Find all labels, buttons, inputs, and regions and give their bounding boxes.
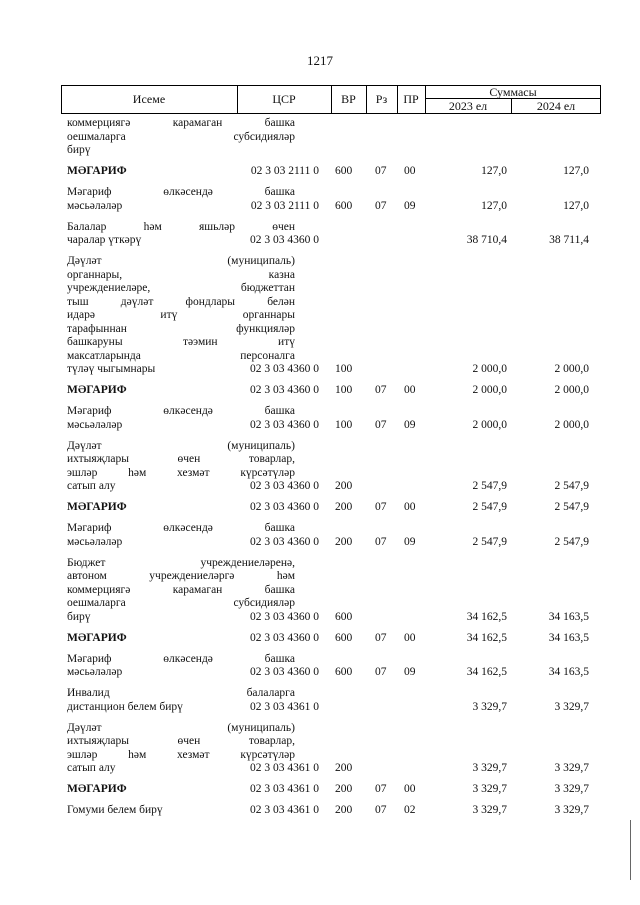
row-sum-2024: 127,0 — [563, 165, 589, 177]
row-rz: 07 — [375, 384, 387, 396]
row-name-line: сатып алу — [67, 762, 116, 774]
row-sum-2023: 2 000,0 — [472, 384, 507, 396]
header-rz: Рз — [375, 92, 388, 106]
row-pr: 02 — [404, 804, 416, 816]
row-pr: 09 — [404, 535, 416, 548]
row-name-line: бирү — [67, 610, 91, 623]
row-name-line: Дәүләт (муниципаль) — [67, 439, 295, 452]
row-sum-2023: 38 710,4 — [466, 234, 507, 246]
table-row — [61, 632, 601, 646]
row-name-line: чаралар үткәрү — [67, 234, 142, 246]
row-pr: 00 — [404, 783, 416, 795]
row-name-line: автоном учреждениеләргә һәм — [67, 570, 295, 582]
table-row — [61, 440, 601, 494]
row-csr: 02 3 03 4360 0 — [250, 610, 319, 623]
row-sum-2023: 127,0 — [481, 199, 507, 212]
row-rz: 07 — [375, 783, 387, 795]
row-name-line: Гомуми белем бирү — [67, 804, 163, 816]
row-name-line: коммерциягә карамаган башка — [67, 117, 295, 129]
row-name-line: түләү чыгымнары — [67, 363, 156, 375]
table-row — [61, 501, 601, 515]
row-name-line: тыш дәүләт фондлары белән — [67, 295, 295, 308]
row-vr: 600 — [335, 610, 353, 623]
row-rz: 07 — [375, 804, 387, 816]
row-sum-2023: 2 547,9 — [472, 535, 507, 548]
row-name-line: мәсьәләләр — [67, 666, 123, 678]
row-name — [67, 117, 295, 158]
row-vr: 200 — [335, 535, 353, 548]
row-vr: 200 — [335, 762, 353, 774]
row-name-line: оешмаларга субсидияләр — [67, 597, 295, 609]
row-name-line: сатып алу — [67, 480, 116, 492]
row-sum-2023: 2 547,9 — [472, 480, 507, 492]
row-csr: 02 3 03 4360 0 — [250, 480, 319, 492]
row-vr: 200 — [335, 783, 353, 795]
row-csr: 02 3 03 4360 0 — [250, 535, 319, 548]
table-row — [61, 804, 601, 818]
table-row — [61, 783, 601, 797]
row-name-line: ихтыяҗлары өчен товарлар, — [67, 453, 295, 465]
header-csr: ЦСР — [272, 92, 296, 106]
row-csr: 02 3 03 4360 0 — [250, 363, 319, 375]
row-sum-2024: 127,0 — [563, 199, 589, 212]
table-row — [61, 384, 601, 398]
row-name-line: органнары, казна — [67, 268, 295, 281]
row-name-line: Дәүләт (муниципаль) — [67, 255, 295, 267]
row-vr: 200 — [335, 480, 353, 492]
header-pr: ПР — [403, 92, 419, 106]
row-sum-2024: 3 329,7 — [554, 700, 589, 713]
row-csr: 02 3 03 4360 0 — [250, 234, 319, 246]
row-name-line: учреждениеләре, бюджеттан — [67, 282, 295, 294]
row-sum-2023: 3 329,7 — [472, 783, 507, 795]
row-sum-2023: 3 329,7 — [472, 804, 507, 816]
row-name-line: мәсьәләләр — [67, 535, 123, 548]
header-vr: ВР — [341, 92, 356, 106]
row-sum-2024: 2 547,9 — [554, 480, 589, 492]
row-vr: 100 — [335, 363, 353, 375]
scan-edge — [630, 820, 631, 880]
row-csr: 02 3 03 4361 0 — [250, 762, 319, 774]
row-csr: 02 3 03 4360 0 — [250, 418, 319, 431]
header-year-2023: 2023 ел — [448, 99, 488, 113]
row-vr: 600 — [335, 199, 353, 212]
row-name-line: Бюджет учреждениеләренә, — [67, 556, 295, 569]
row-sum-2024: 38 711,4 — [549, 234, 589, 246]
row-name-line: эшләр һәм хезмәт күрсәтүләр — [67, 748, 295, 761]
row-name-line: Балалар һәм яшьләр өчен — [67, 220, 295, 233]
row-sum-2023: 3 329,7 — [472, 762, 507, 774]
table-row — [61, 722, 601, 776]
row-sum-2023: 34 162,5 — [466, 666, 507, 678]
row-sum-2023: 2 547,9 — [472, 501, 507, 513]
row-sum-2023: 2 000,0 — [472, 418, 507, 431]
row-vr: 600 — [335, 165, 353, 177]
row-sum-2024: 3 329,7 — [554, 762, 589, 774]
row-csr: 02 3 03 4360 0 — [250, 501, 319, 513]
row-sum-2024: 3 329,7 — [554, 804, 589, 816]
page-number: 1217 — [307, 53, 333, 68]
row-name-line: Мәгариф өлкәсендә башка — [67, 522, 295, 534]
row-pr: 00 — [404, 165, 416, 177]
row-rz: 07 — [375, 165, 387, 177]
row-name-line: дистанцион белем бирү — [67, 700, 183, 713]
row-sum-2024: 2 000,0 — [554, 363, 589, 375]
table-row — [61, 405, 601, 432]
row-name-line: МӘГАРИФ — [67, 501, 127, 513]
row-vr: 200 — [335, 804, 353, 816]
row-sum-2024: 34 163,5 — [548, 631, 589, 644]
row-name-line: оешмаларга субсидияләр — [67, 130, 295, 143]
row-sum-2024: 2 000,0 — [554, 384, 589, 396]
row-sum-2023: 34 162,5 — [466, 610, 507, 623]
row-vr: 100 — [335, 418, 353, 431]
table-row — [61, 186, 601, 213]
row-name-line: башкаруны тәэмин итү — [67, 336, 295, 348]
row-sum-2023: 2 000,0 — [472, 363, 507, 375]
row-name-line: идарә итү органнары — [67, 309, 295, 321]
row-pr: 09 — [404, 666, 416, 678]
row-rz: 07 — [375, 631, 387, 644]
row-sum-2023: 127,0 — [481, 165, 507, 177]
row-pr: 00 — [404, 631, 416, 644]
row-csr: 02 3 03 4360 0 — [250, 631, 319, 644]
row-name-line: Инвалид балаларга — [67, 687, 295, 699]
row-csr: 02 3 03 2111 0 — [250, 165, 319, 177]
header-name: Исеме — [132, 92, 166, 106]
row-name-line: максатларында персоналга — [67, 349, 295, 362]
row-name-line: ихтыяҗлары өчен товарлар, — [67, 735, 295, 747]
table-row — [61, 687, 601, 714]
row-name — [67, 255, 295, 377]
table-row — [61, 557, 601, 625]
table-row — [61, 221, 601, 248]
row-name-line: тарафыннан функцияләр — [67, 322, 295, 335]
row-name-line: эшләр һәм хезмәт күрсәтүләр — [67, 466, 295, 479]
row-csr: 02 3 03 4360 0 — [250, 666, 319, 678]
row-csr: 02 3 03 4361 0 — [250, 700, 319, 713]
row-sum-2024: 2 000,0 — [554, 418, 589, 431]
table-row — [61, 165, 601, 179]
header-sums: Суммасы — [489, 85, 537, 99]
row-pr: 09 — [404, 418, 416, 431]
row-name-line: бирү — [67, 144, 91, 156]
row-name-line: МӘГАРИФ — [67, 631, 127, 644]
row-rz: 07 — [375, 501, 387, 513]
row-rz: 07 — [375, 666, 387, 678]
row-name-line: Мәгариф өлкәсендә башка — [67, 405, 295, 417]
row-csr: 02 3 03 4361 0 — [250, 804, 319, 816]
header-year-2024: 2024 ел — [536, 99, 576, 113]
row-sum-2023: 3 329,7 — [472, 700, 507, 713]
table-row — [61, 255, 601, 377]
row-name-line: МӘГАРИФ — [67, 783, 127, 795]
row-name-line: МӘГАРИФ — [67, 384, 127, 396]
table-row — [61, 117, 601, 158]
row-sum-2024: 2 547,9 — [554, 535, 589, 548]
row-name-line: МӘГАРИФ — [67, 165, 127, 177]
row-csr: 02 3 03 4361 0 — [250, 783, 319, 795]
row-name-line: Мәгариф өлкәсендә башка — [67, 186, 295, 198]
row-vr: 600 — [335, 631, 353, 644]
row-pr: 00 — [404, 384, 416, 396]
row-vr: 100 — [335, 384, 353, 396]
row-sum-2024: 3 329,7 — [554, 783, 589, 795]
row-sum-2024: 2 547,9 — [554, 501, 589, 513]
row-vr: 600 — [335, 666, 353, 678]
table-row — [61, 653, 601, 680]
row-name-line: Мәгариф өлкәсендә башка — [67, 652, 295, 665]
row-csr: 02 3 03 4360 0 — [250, 384, 319, 396]
row-pr: 09 — [404, 199, 416, 212]
table-header — [61, 85, 601, 114]
row-rz: 07 — [375, 418, 387, 431]
row-sum-2024: 34 163,5 — [548, 610, 589, 623]
row-csr: 02 3 03 2111 0 — [250, 199, 319, 212]
row-name-line: мәсьәләләр — [67, 418, 123, 431]
row-name-line: мәсьәләләр — [67, 199, 123, 212]
row-vr: 200 — [335, 501, 353, 513]
row-sum-2023: 34 162,5 — [466, 631, 507, 644]
row-name-line: коммерциягә карамаган башка — [67, 583, 295, 596]
row-rz: 07 — [375, 535, 387, 548]
row-sum-2024: 34 163,5 — [548, 666, 589, 678]
row-pr: 00 — [404, 501, 416, 513]
table-row — [61, 522, 601, 549]
row-rz: 07 — [375, 199, 387, 212]
row-name-line: Дәүләт (муниципаль) — [67, 721, 295, 734]
